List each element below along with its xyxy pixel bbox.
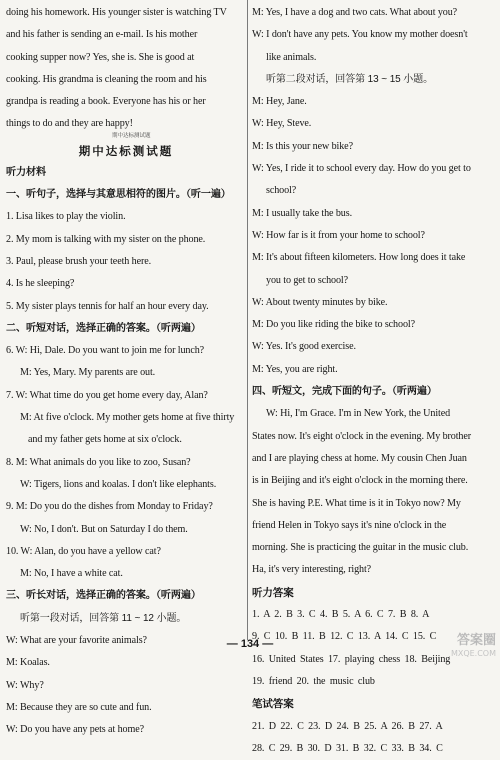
script-line: W: Hi, I'm Grace. I'm in New York, the United	[252, 403, 498, 425]
intro-line: doing his homework. His younger sister is watching TV	[6, 2, 246, 24]
watermark-sub: MXQE.COM	[406, 649, 496, 658]
script-line: W: Hey, Steve.	[252, 113, 498, 135]
script-line: 听力材料	[6, 162, 246, 184]
script-line: 听第一段对话，回答第 11 ~ 12 小题。	[6, 608, 246, 630]
script-line: W: Do you have any pets at home?	[6, 719, 246, 741]
script-line: morning. She is practicing the guitar in the music club.	[252, 537, 498, 559]
script-line: 5. My sister plays tennis for half an hour every day.	[6, 296, 246, 318]
script-line: 6. W: Hi, Dale. Do you want to join me for lunch?	[6, 340, 246, 362]
script-line: W: Yes, I ride it to school every day. How do you get to	[252, 158, 498, 180]
script-line: M: Koalas.	[6, 652, 246, 674]
script-line: W: Yes. It's good exercise.	[252, 336, 498, 358]
script-line: M: I usually take the bus.	[252, 203, 498, 225]
intro-paragraph	[6, 2, 246, 136]
script-line: M: Do you like riding the bike to school?	[252, 314, 498, 336]
script-line: you to get to school?	[252, 270, 498, 292]
script-line: W: How far is it from your home to school?	[252, 225, 498, 247]
script-line: M: Hey, Jane.	[252, 91, 498, 113]
script-line: 四、听短文，完成下面的句子。（听两遍）	[252, 381, 498, 403]
script-line: and my father gets home at six o'clock.	[6, 429, 246, 451]
script-line: M: No, I have a white cat.	[6, 563, 246, 585]
script-line: 一、听句子，选择与其意思相符的图片。（听一遍）	[6, 184, 246, 206]
intro-line: things to do and they are happy!	[6, 113, 246, 135]
script-line: M: Is this your new bike?	[252, 136, 498, 158]
script-line: 8. M: What animals do you like to zoo, Susan?	[6, 452, 246, 474]
script-line: and I are playing chess at home. My cousin Chen Juan	[252, 448, 498, 470]
script-line: friend Helen in Tokyo says it's nine o'clock in the	[252, 515, 498, 537]
script-line: 4. Is he sleeping?	[6, 273, 246, 295]
answer-row: 28. C 29. B 30. D 31. B 32. C 33. B 34. C	[252, 738, 498, 760]
script-line: 二、听短对话，选择正确的答案。（听两遍）	[6, 318, 246, 340]
listening-script-continued	[252, 2, 498, 582]
script-line: M: Yes, you are right.	[252, 359, 498, 381]
script-line: 10. W: Alan, do you have a yellow cat?	[6, 541, 246, 563]
script-line: W: No, I don't. But on Saturday I do them.	[6, 519, 246, 541]
watermark-main: 答案圈	[457, 633, 496, 648]
script-line: M: Yes, Mary. My parents are out.	[6, 362, 246, 384]
watermark-logo	[406, 633, 496, 657]
answer-row: 19. friend 20. the music club	[252, 671, 498, 693]
script-line: She is having P.E. What time is it in Tokyo now? My	[252, 493, 498, 515]
script-line: W: Why?	[6, 675, 246, 697]
script-line: W: Tigers, lions and koalas. I don't like elephants.	[6, 474, 246, 496]
exam-title-text: 期中达标测试题	[79, 144, 174, 158]
script-line: 三、听长对话，选择正确的答案。（听两遍）	[6, 585, 246, 607]
script-line: school?	[252, 180, 498, 202]
column-divider	[247, 0, 248, 640]
listening-answers-title: 听力答案	[252, 582, 498, 604]
page-number: — 134 —	[0, 638, 500, 650]
script-line: 1. Lisa likes to play the violin.	[6, 206, 246, 228]
script-line: W: What are your favorite animals?	[6, 630, 246, 652]
answer-row: 1. A 2. B 3. C 4. B 5. A 6. C 7. B 8. A	[252, 604, 498, 626]
answer-row: 9. C 10. B 11. B 12. C 13. A 14. C 15. C	[252, 626, 498, 648]
script-line: like animals.	[252, 47, 498, 69]
script-line: 9. M: Do you do the dishes from Monday to Friday?	[6, 496, 246, 518]
intro-line: grandpa is reading a book. Everyone has his or her	[6, 91, 246, 113]
intro-line: cooking. His grandma is cleaning the room and his	[6, 69, 246, 91]
script-line: 7. W: What time do you get home every day, Alan?	[6, 385, 246, 407]
exam-title-tag: 期中达标测试题	[112, 132, 151, 140]
written-answers-title: 笔试答案	[252, 693, 498, 715]
script-line: Ha, it's very interesting, right?	[252, 559, 498, 581]
intro-line: and his father is sending an e-mail. Is his mother	[6, 24, 246, 46]
script-line: M: It's about fifteen kilometers. How long does it take	[252, 247, 498, 269]
listening-script	[6, 162, 246, 742]
script-line: 听第二段对话，回答第 13 ~ 15 小题。	[252, 69, 498, 91]
script-line: M: At five o'clock. My mother gets home at five thirty	[6, 407, 246, 429]
answer-row: 16. United States 17. playing chess 18. Beijing	[252, 649, 498, 671]
exam-title	[6, 136, 246, 162]
answer-row: 21. D 22. C 23. D 24. B 25. A 26. B 27. A	[252, 716, 498, 738]
script-line: W: About twenty minutes by bike.	[252, 292, 498, 314]
script-line: States now. It's eight o'clock in the evening. My brother	[252, 426, 498, 448]
script-line: 3. Paul, please brush your teeth here.	[6, 251, 246, 273]
script-line: W: I don't have any pets. You know my mother doesn't	[252, 24, 498, 46]
script-line: is in Beijing and it's eight o'clock in the morning there.	[252, 470, 498, 492]
left-column	[6, 2, 246, 742]
script-line: 2. My mom is talking with my sister on the phone.	[6, 229, 246, 251]
intro-line: cooking supper now? Yes, she is. She is good at	[6, 47, 246, 69]
written-answers	[252, 716, 498, 760]
script-line: M: Because they are so cute and fun.	[6, 697, 246, 719]
script-line: M: Yes, I have a dog and two cats. What about you?	[252, 2, 498, 24]
